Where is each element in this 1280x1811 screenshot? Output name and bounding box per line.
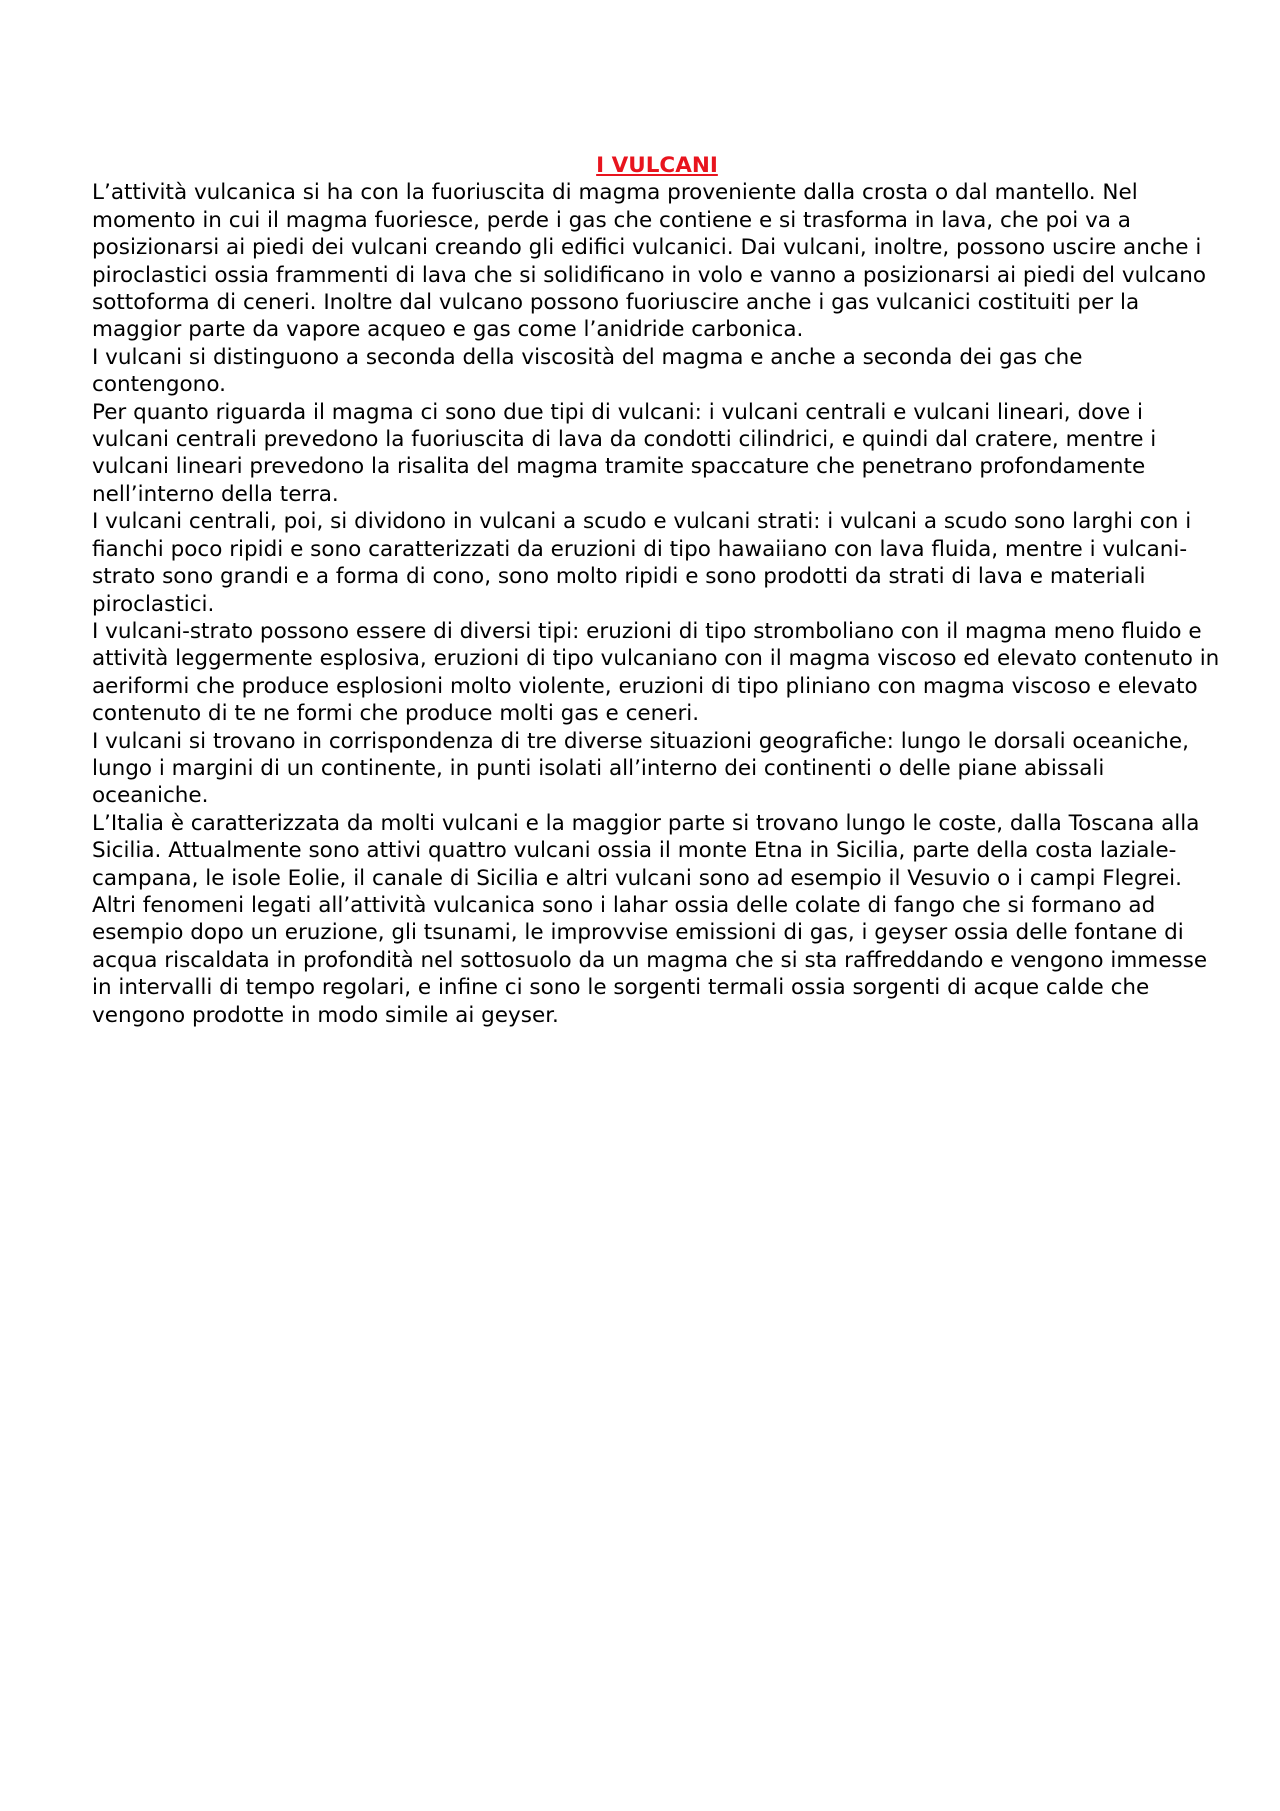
paragraph-other-phenomena: Altri fenomeni legati all’attività vulcanica sono i lahar ossia delle colate di fango che si formano ad esempio dopo un eruzione, gli tsunami, le improvvise emissioni di gas, i geyser ossia delle fontane di acqua riscaldata in profondità nel sottosuolo da un magma che si sta raffreddando e vengono immesse in intervalli di tempo regolari, e infine ci sono le sorgenti termali ossia sorgenti di acque calde che vengono prodotte in modo simile ai geyser.	[92, 892, 1208, 1028]
paragraph-central-volcanoes: I vulcani centrali, poi, si dividono in vulcani a scudo e vulcani strati: i vulcani a scudo sono larghi con i fianchi poco ripidi e sono caratterizzati da eruzioni di tipo hawaiiano con lava fluida, mentre i vulcani-strato sono grandi e a forma di cono, sono molto ripidi e sono prodotti da strati di lava e materiali piroclastici.	[92, 509, 1192, 617]
document-title: I VULCANI	[596, 153, 718, 178]
paragraph-magma-types: Per quanto riguarda il magma ci sono due tipi di vulcani: i vulcani centrali e vulcani lineari, dove i vulcani centrali prevedono la fuoriuscita di lava da condotti cilindrici, e quindi dal cratere, mentre i vulcani lineari prevedono la risalita del magma tramite spaccature che penetrano profondamente nell’interno della terra.	[92, 399, 1157, 507]
paragraph-locations: I vulcani si trovano in corrispondenza di tre diverse situazioni geografiche: lungo le dorsali oceaniche, lungo i margini di un continente, in punti isolati all’interno dei continenti o delle piane abissali oceaniche.	[92, 728, 1189, 809]
paragraph-italy: L’Italia è caratterizzata da molti vulcani e la maggior parte si trovano lungo le coste, dalla Toscana alla Sicilia. Attualmente sono attivi quattro vulcani ossia il monte Etna in Sicilia, parte della costa laziale-campana, le isole Eolie, il canale di Sicilia e altri vulcani sono ad esempio il Vesuvio o i campi Flegrei.	[92, 810, 1200, 891]
paragraph-eruption-types: I vulcani-strato possono essere di diversi tipi: eruzioni di tipo stromboliano con il magma meno fluido e attività leggermente esplosiva, eruzioni di tipo vulcaniano con il magma viscoso ed elevato contenuto in aeriformi che produce esplosioni molto violente, eruzioni di tipo pliniano con magma viscoso e elevato contenuto di te ne formi che produce molti gas e ceneri.	[92, 618, 1220, 727]
paragraph-origin: L’attività vulcanica si ha con la fuoriuscita di magma proveniente dalla crosta o dal mantello. Nel momento in cui il magma fuoriesce, perde i gas che contiene e si trasforma in lava, che poi va a posizionarsi ai piedi dei vulcani creando gli edifici vulcanici. Dai vulcani, inoltre, possono uscire anche i piroclastici ossia frammenti di lava che si solidificano in volo e vanno a posizionarsi ai piedi del vulcano sottoforma di ceneri. Inoltre dal vulcano possono fuoriuscire anche i gas vulcanici costituiti per la maggior parte da vapore acqueo e gas come l’anidride carbonica.	[92, 180, 1206, 343]
paragraph-classification: I vulcani si distinguono a seconda della viscosità del magma e anche a seconda dei gas che contengono.	[92, 344, 1083, 398]
document-page	[92, 152, 1222, 1029]
